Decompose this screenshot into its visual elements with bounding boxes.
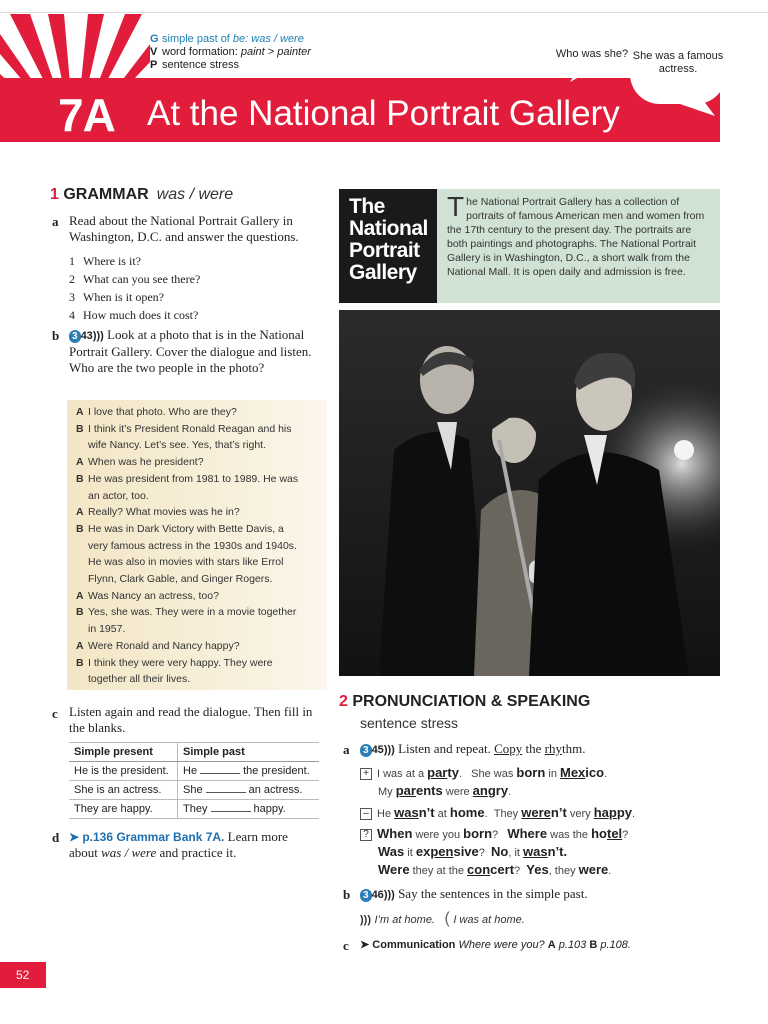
section-1-heading: 1 GRAMMAR was / were — [50, 186, 234, 203]
stress-line-question-3: Were they at the concert? Yes, they were. — [378, 862, 612, 877]
stress-line-question-2: Was it expensive? No, it wasn’t. — [378, 844, 568, 859]
item-letter-b: b — [52, 328, 60, 343]
item-letter-a: a — [343, 742, 350, 757]
instruction-a: Read about the National Portrait Gallery in Washington, D.C. and answer the questions. — [69, 213, 299, 244]
question-item: 3 When is it open? — [69, 290, 164, 304]
sound-icon: ))) — [383, 889, 395, 901]
objective-vocabulary: V word formation: paint > painter — [150, 46, 311, 58]
dialogue-line: B Yes, she was. They were in a movie together — [76, 606, 297, 619]
instruction-2a: 3 45))) Listen and repeat. Copy the rhythm. — [360, 741, 585, 757]
item-letter-c: c — [52, 706, 58, 721]
item-letter-c: c — [343, 938, 349, 953]
table-row — [69, 762, 319, 781]
table-cell: She an actress. — [178, 781, 319, 800]
dialogue-line: B He was in Dark Victory with Bette Davis, a — [76, 522, 284, 535]
objective-grammar: G simple past of be: was / were — [150, 33, 304, 45]
dialogue-box — [67, 400, 327, 690]
page-title: At the National Portrait Gallery — [147, 94, 620, 133]
grammar-table — [69, 742, 319, 819]
dialogue-line: B He was president from 1981 to 1989. He was — [76, 472, 299, 485]
item-letter-d: d — [52, 830, 60, 845]
reagan-photo — [339, 310, 720, 676]
question-item: 4 How much does it cost? — [69, 308, 199, 322]
table-header: Simple present — [69, 743, 178, 762]
speech-bubble-question: Who was she? — [550, 40, 634, 70]
table-cell: She is an actress. — [69, 781, 178, 800]
instruction-b: 3 43))) Look at a photo that is in the National Portrait Gallery. Cover the dialogue and listen. Who are the two people in the photo? — [69, 327, 312, 375]
item-letter-a: a — [52, 214, 59, 229]
question-item: 2 What can you see there? — [69, 272, 201, 286]
dialogue-line-cont: together all their lives. — [88, 673, 191, 686]
dialogue-line: B I think they were very happy. They were — [76, 656, 273, 669]
audio-track[interactable]: 46 — [371, 889, 384, 901]
audio-cd-icon[interactable]: 3 — [360, 889, 372, 902]
table-cell: They are happy. — [69, 800, 178, 819]
dialogue-line: B I think it’s President Ronald Reagan and his — [76, 422, 292, 435]
table-cell: They happy. — [178, 800, 319, 819]
item-letter-b: b — [343, 887, 351, 902]
unit-number: 7A — [58, 89, 115, 141]
table-header: Simple past — [178, 743, 319, 762]
speech-bubble-icon: ( — [444, 910, 450, 927]
dialogue-line: A Really? What movies was he in? — [76, 506, 240, 519]
audio-cd-icon[interactable]: 3 — [69, 330, 81, 343]
dialogue-line-cont: in 1957. — [88, 623, 126, 636]
stress-line-question: ? When were you born? Where was the hotel? — [360, 826, 628, 841]
dialogue-line: A Was Nancy an actress, too? — [76, 589, 219, 602]
dialogue-line-cont: wife Nancy. Let’s see. Yes, that’s right. — [88, 439, 267, 452]
dialogue-line-cont: very famous actress in the 1930s and 1940s. — [88, 539, 297, 552]
audio-cd-icon[interactable]: 3 — [360, 744, 372, 757]
minus-icon: – — [360, 808, 372, 820]
lesson-objectives — [150, 33, 311, 72]
table-cell: He is the president. — [69, 762, 178, 781]
dialogue-line: A When was he president? — [76, 456, 204, 469]
audio-track[interactable]: 45 — [371, 744, 384, 756]
question-item: 1 Where is it? — [69, 254, 141, 268]
plus-icon: + — [360, 768, 372, 780]
instruction-d: ➤ p.136 Grammar Bank 7A. Learn more about was / were and practice it. — [69, 829, 288, 860]
instruction-2c: ➤ Communication Where were you? A p.103 B p.108. — [360, 939, 631, 951]
npg-title-box: The National Portrait Gallery — [339, 189, 437, 303]
table-cell: He the president. — [178, 762, 319, 781]
fill-blank[interactable] — [211, 811, 251, 812]
speech-bubble-answer: She was a famous actress. — [630, 40, 726, 104]
audio-track[interactable]: 43 — [80, 330, 93, 342]
objective-pronunciation: P sentence stress — [150, 59, 240, 71]
table-row — [69, 781, 319, 800]
dialogue-line: A Were Ronald and Nancy happy? — [76, 639, 240, 652]
stress-line-negative: – He wasn’t at home. They weren’t very happy. — [360, 805, 635, 820]
table-header-row — [69, 743, 319, 762]
table-row — [69, 800, 319, 819]
arrow-icon: ➤ — [360, 939, 370, 951]
dialogue-line-cont: an actor, too. — [88, 489, 149, 502]
section-2-heading: 2 PRONUNCIATION & SPEAKING — [339, 693, 591, 710]
stress-line-positive: + I was at a party. She was born in Mexico. — [360, 765, 607, 780]
instruction-2b: 3 46))) Say the sentences in the simple past. — [360, 886, 588, 902]
dialogue-line-cont: He was also in movies with stars like Errol — [88, 556, 284, 569]
sound-icon: ))) — [92, 330, 104, 342]
page-number: 52 — [0, 962, 46, 988]
sound-icon: ))) — [383, 744, 395, 756]
grammar-bank-link[interactable]: p.136 Grammar Bank 7A. — [82, 830, 225, 844]
npg-description: The National Portrait Gallery has a collection of portraits of famous American men and women from the 17th century to the present day. The portraits are both paintings and photographs. The National Portrait Gallery is in Washington, D.C., a short walk from the National Mall. It is open daily and admission is free. — [437, 189, 720, 303]
stress-line-positive-2: My parents were angry. — [378, 783, 512, 798]
dialogue-line-cont: Flynn, Clark Gable, and Ginger Rogers. — [88, 573, 273, 586]
sound-icon: ))) — [360, 914, 371, 926]
drop-cap: T — [447, 191, 465, 222]
section-2-subheading: sentence stress — [360, 715, 459, 731]
fill-blank[interactable] — [206, 792, 246, 793]
example-exchange: ))) I’m at home. ( I was at home. — [360, 910, 525, 927]
question-list — [69, 252, 200, 324]
communication-link[interactable]: Communication — [372, 939, 456, 951]
top-rule — [0, 12, 768, 13]
instruction-c: Listen again and read the dialogue. Then fill in the blanks. — [69, 704, 313, 735]
arrow-icon: ➤ — [69, 830, 80, 844]
dialogue-line: A I love that photo. Who are they? — [76, 406, 237, 418]
fill-blank[interactable] — [200, 773, 240, 774]
question-icon: ? — [360, 829, 372, 841]
